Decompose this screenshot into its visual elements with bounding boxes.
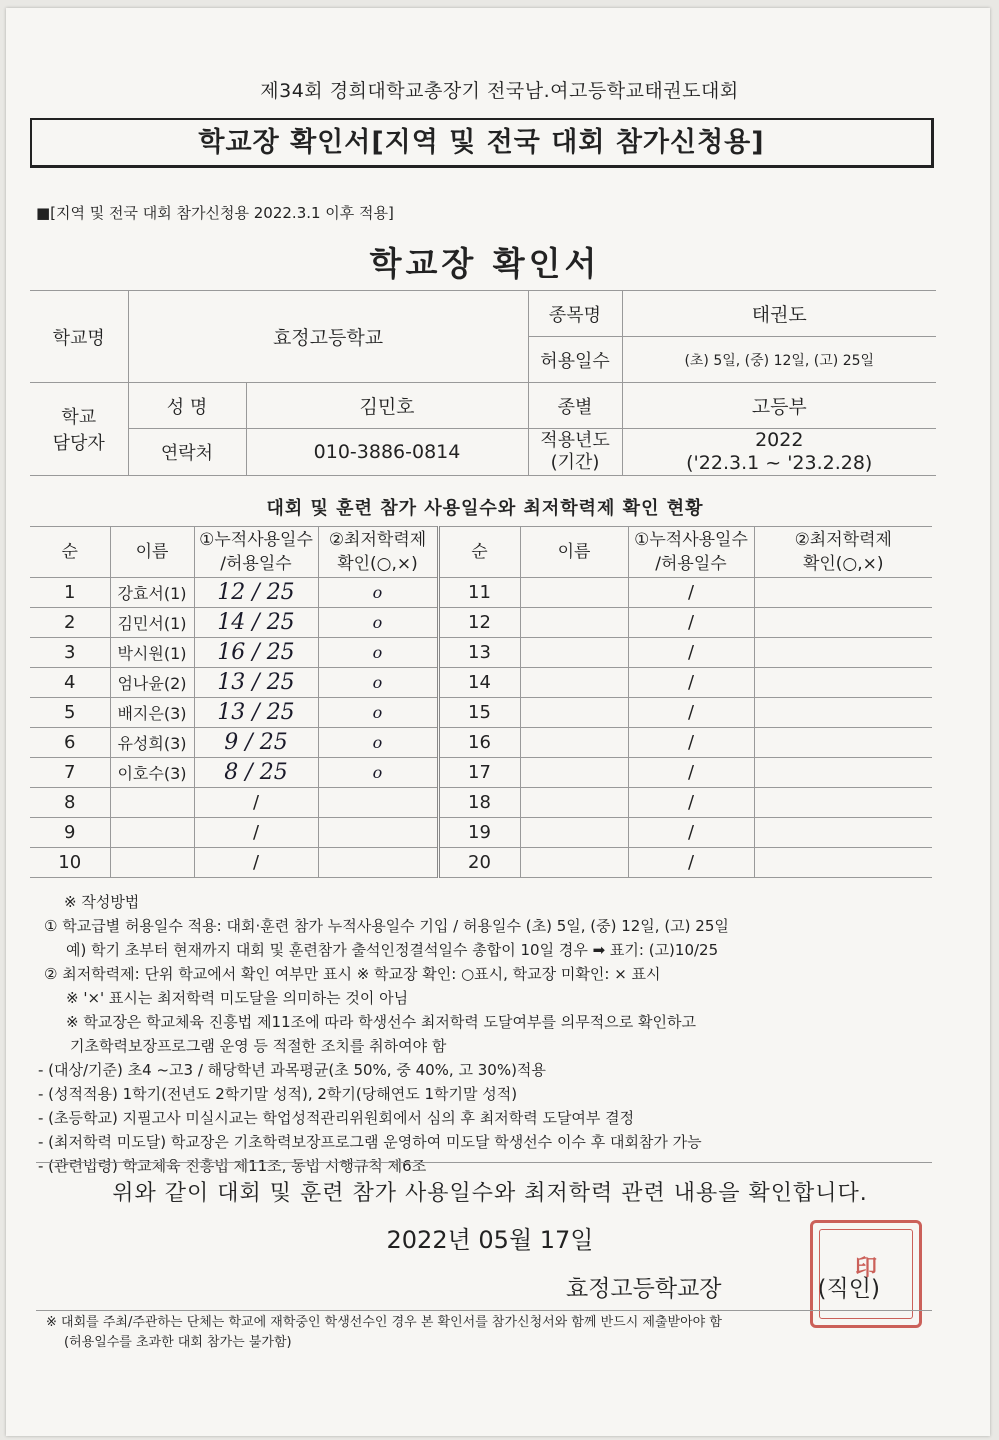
- student-name: 김민서(1): [110, 608, 194, 638]
- header-days: ①누적사용일수 /허용일수: [628, 527, 754, 578]
- instruction-line: - (최저학력 미도달) 학교장은 기초학력보장프로그램 운영하여 미도달 학생선수 이수 후 대회참가 가능: [38, 1133, 702, 1151]
- academic-check: [318, 788, 438, 818]
- student-name: 이호수(3): [110, 758, 194, 788]
- academic-check: o: [318, 698, 438, 728]
- footnote-line: ※ 대회를 주최/주관하는 단체는 학교에 재학중인 학생선수인 경우 본 확인서를 참가신청서와 함께 반드시 제출받아야 함: [46, 1315, 722, 1330]
- seal-label: (직인): [817, 1276, 880, 1302]
- instruction-line: 기초학력보장프로그램 운영 등 적절한 조치를 취하여야 함: [70, 1037, 447, 1055]
- table-row: [30, 698, 932, 728]
- confirm-statement: 위와 같이 대회 및 훈련 참가 사용일수와 최저학력 관련 내용을 확인합니다.: [112, 1181, 868, 1206]
- row-no: 17: [438, 758, 520, 788]
- row-no: 13: [438, 638, 520, 668]
- days-used: /: [194, 788, 318, 818]
- table-row: [30, 668, 932, 698]
- allowed-days-value: (초) 5일, (중) 12일, (고) 25일: [622, 337, 936, 383]
- division-label: 종별: [528, 383, 622, 429]
- academic-check: [754, 698, 932, 728]
- student-name: 박시원(1): [110, 638, 194, 668]
- days-used: 16 / 25: [194, 638, 318, 668]
- row-no: 6: [30, 728, 110, 758]
- row-no: 10: [30, 848, 110, 878]
- academic-check: [754, 788, 932, 818]
- event-value: 태권도: [622, 291, 936, 337]
- student-name: 유성희(3): [110, 728, 194, 758]
- academic-check: o: [318, 608, 438, 638]
- days-used: 13 / 25: [194, 668, 318, 698]
- student-name: [110, 818, 194, 848]
- main-title: 학교장 확인서: [369, 244, 601, 283]
- days-used: 12 / 25: [194, 578, 318, 608]
- academic-check: [754, 638, 932, 668]
- table-row: [30, 848, 932, 878]
- division-value: 고등부: [622, 383, 936, 429]
- instruction-line: - (대상/기준) 초4 ~고3 / 해당학년 과목평균(초 50%, 중 40%, 고 30%)적용: [38, 1061, 546, 1079]
- divider: [36, 1162, 932, 1163]
- row-no: 11: [438, 578, 520, 608]
- contest-title: 제34회 경희대학교총장기 전국남.여고등학교태권도대회: [260, 80, 739, 102]
- table-row: [30, 578, 932, 608]
- academic-check: o: [318, 638, 438, 668]
- days-used: /: [194, 818, 318, 848]
- student-name: 강효서(1): [110, 578, 194, 608]
- instruction-line: - (초등학교) 지필고사 미실시교는 학업성적관리위원회에서 심의 후 최저학력 도달여부 결정: [38, 1109, 635, 1127]
- days-used: 14 / 25: [194, 608, 318, 638]
- student-name: [520, 608, 628, 638]
- header-check: ②최저학력제 확인(○,×): [318, 527, 438, 578]
- header-name: 이름: [520, 527, 628, 578]
- student-name: [520, 668, 628, 698]
- student-name: 배지은(3): [110, 698, 194, 728]
- student-name: [520, 728, 628, 758]
- student-name: 엄나윤(2): [110, 668, 194, 698]
- student-name: [520, 638, 628, 668]
- school-info-table: [30, 290, 936, 476]
- table-row: [30, 788, 932, 818]
- header-no: 순: [438, 527, 520, 578]
- table-row: [30, 728, 932, 758]
- header-no: 순: [30, 527, 110, 578]
- academic-check: o: [318, 728, 438, 758]
- sub-note: ■[지역 및 전국 대회 참가신청용 2022.3.1 이후 적용]: [36, 204, 394, 222]
- days-used: /: [628, 608, 754, 638]
- row-no: 14: [438, 668, 520, 698]
- days-used: /: [194, 848, 318, 878]
- days-used: /: [628, 668, 754, 698]
- student-name: [520, 818, 628, 848]
- manager-label: 학교 담당자: [30, 383, 128, 476]
- instruction-line: - (성적적용) 1학기(전년도 2학기말 성적), 2학기(당해연도 1학기말 성적): [38, 1085, 518, 1103]
- roster-title: 대회 및 훈련 참가 사용일수와 최저학력제 확인 현황: [266, 498, 704, 519]
- days-used: /: [628, 788, 754, 818]
- days-used: 8 / 25: [194, 758, 318, 788]
- row-no: 2: [30, 608, 110, 638]
- roster-header-row: [30, 527, 932, 578]
- instruction-line: ② 최저학력제: 단위 학교에서 확인 여부만 표시 ※ 학교장 확인: ○표시, 학교장 미확인: × 표시: [44, 965, 661, 983]
- row-no: 9: [30, 818, 110, 848]
- instruction-line: 예) 학기 초부터 현재까지 대회 및 훈련참가 출석인정결석일수 총합이 10일 경우 ➡ 표기: (고)10/25: [66, 941, 719, 959]
- academic-check: [754, 608, 932, 638]
- row-no: 16: [438, 728, 520, 758]
- event-label: 종목명: [528, 291, 622, 337]
- contact-value: 010-3886-0814: [246, 429, 528, 476]
- divider: [36, 1310, 932, 1311]
- days-used: 9 / 25: [194, 728, 318, 758]
- school-label: 학교명: [30, 291, 128, 383]
- instruction-line: - (관련법령) 학교체육 진흥법 제11조, 동법 시행규칙 제6조: [38, 1157, 427, 1175]
- instruction-heading: ※ 작성방법: [64, 893, 140, 911]
- header-check: ②최저학력제 확인(○,×): [754, 527, 932, 578]
- name-label: 성 명: [128, 383, 246, 429]
- instruction-line: ※ 학교장은 학교체육 진흥법 제11조에 따라 학생선수 최저학력 도달여부를 의무적으로 확인하고: [66, 1013, 696, 1031]
- academic-check: [754, 848, 932, 878]
- academic-check: [754, 728, 932, 758]
- student-name: [110, 788, 194, 818]
- student-name: [520, 698, 628, 728]
- academic-check: [754, 758, 932, 788]
- student-name: [520, 788, 628, 818]
- issue-date: 2022년 05월 17일: [386, 1226, 594, 1254]
- footnote: [46, 1313, 932, 1353]
- seal-mark: 印: [854, 1255, 877, 1281]
- days-used: /: [628, 728, 754, 758]
- days-used: /: [628, 698, 754, 728]
- academic-check: [754, 668, 932, 698]
- days-used: 13 / 25: [194, 698, 318, 728]
- academic-check: [754, 578, 932, 608]
- instruction-line: ※ '×' 표시는 최저학력 미도달을 의미하는 것이 아님: [66, 989, 409, 1007]
- academic-check: o: [318, 758, 438, 788]
- form-title: 학교장 확인서[지역 및 전국 대회 참가신청용]: [30, 118, 934, 168]
- principal-title: 효정고등학교장: [566, 1276, 722, 1302]
- days-used: /: [628, 758, 754, 788]
- row-no: 19: [438, 818, 520, 848]
- row-no: 18: [438, 788, 520, 818]
- footnote-line: (허용일수를 초과한 대회 참가는 불가함): [64, 1335, 292, 1350]
- row-no: 15: [438, 698, 520, 728]
- row-no: 5: [30, 698, 110, 728]
- name-value: 김민호: [246, 383, 528, 429]
- official-seal-stamp: [810, 1220, 922, 1328]
- days-used: /: [628, 848, 754, 878]
- student-name: [110, 848, 194, 878]
- academic-check: o: [318, 668, 438, 698]
- student-name: [520, 758, 628, 788]
- row-no: 8: [30, 788, 110, 818]
- row-no: 7: [30, 758, 110, 788]
- allowed-days-label: 허용일수: [528, 337, 622, 383]
- student-name: [520, 848, 628, 878]
- header-name: 이름: [110, 527, 194, 578]
- year-value: 2022 ('22.3.1 ~ '23.2.28): [622, 429, 936, 476]
- row-no: 12: [438, 608, 520, 638]
- academic-check: [318, 848, 438, 878]
- days-used: /: [628, 818, 754, 848]
- academic-check: [318, 818, 438, 848]
- row-no: 20: [438, 848, 520, 878]
- table-row: [30, 608, 932, 638]
- academic-check: o: [318, 578, 438, 608]
- row-no: 1: [30, 578, 110, 608]
- row-no: 3: [30, 638, 110, 668]
- year-label: 적용년도 (기간): [528, 429, 622, 476]
- row-no: 4: [30, 668, 110, 698]
- table-row: [30, 638, 932, 668]
- table-row: [30, 818, 932, 848]
- days-used: /: [628, 638, 754, 668]
- days-used: /: [628, 578, 754, 608]
- student-name: [520, 578, 628, 608]
- instructions: [38, 890, 934, 1178]
- contact-label: 연락처: [128, 429, 246, 476]
- table-row: [30, 758, 932, 788]
- header-days: ①누적사용일수 /허용일수: [194, 527, 318, 578]
- academic-check: [754, 818, 932, 848]
- roster-table: [30, 526, 932, 878]
- instruction-line: ① 학교급별 허용일수 적용: 대회·훈련 참가 누적사용일수 기입 / 허용일수 (초) 5일, (중) 12일, (고) 25일: [44, 917, 729, 935]
- school-value: 효정고등학교: [128, 291, 528, 383]
